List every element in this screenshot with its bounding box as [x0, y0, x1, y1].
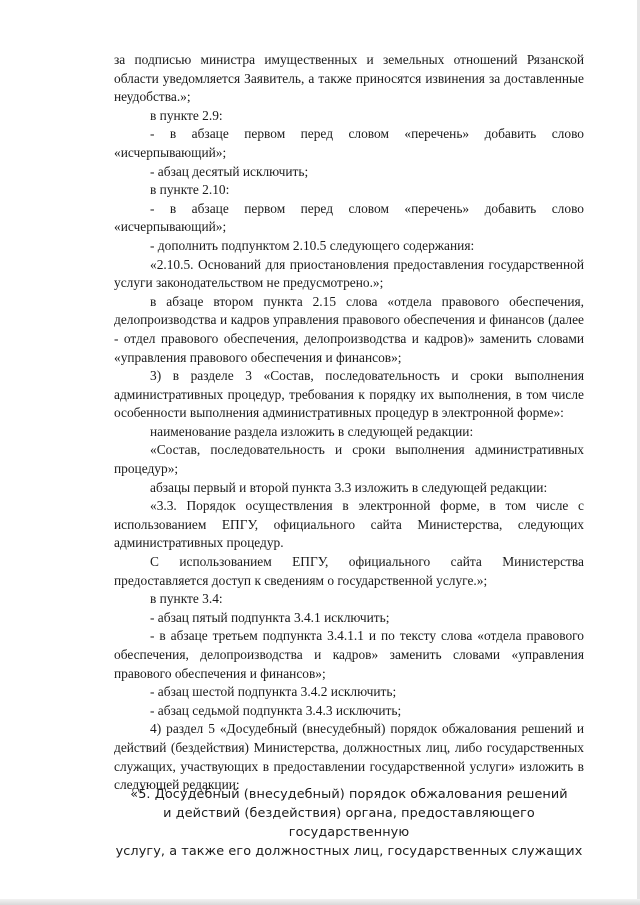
- paragraph-section-3-title: «Состав, последовательность и сроки выполнения административных процедур»;: [114, 442, 584, 477]
- scan-bottom-edge: [0, 899, 640, 905]
- paragraph-3-3-second: С использованием ЕПГУ, официального сайта Министерства предоставляется доступ к сведениям о государственной услуге.»;: [114, 554, 584, 588]
- paragraph-3-4-1-1: - в абзаце третьем подпункта 3.4.1.1 и по тексту слова «отдела правового обеспечения, делопроизводства и кадров» заменить словами «управления правового обеспечения и финансов»;: [114, 628, 584, 681]
- paragraph-section-3: 3) в разделе 3 «Состав, последовательность и сроки выполнения административных процедур, требования к порядку их выполнения, в том числе особенности выполнения административных процедур в электронной форме»:: [114, 368, 584, 421]
- paragraph-2-10-5-add: - дополнить подпунктом 2.10.5 следующего содержания:: [150, 237, 475, 253]
- paragraph-section-5: 4) раздел 5 «Досудебный (внесудебный) порядок обжалования решений и действий (бездействия) Министерства, должностных лиц, либо государственных служащих, участвующих в предоставлении государственной услуги» изложить в следующей редакции:: [114, 721, 584, 793]
- heading-line: и действий (бездействия) органа, предоставляющего государственную: [163, 806, 535, 840]
- paragraph-section-3-name: наименование раздела изложить в следующей редакции:: [150, 423, 474, 439]
- paragraph-point-2-9: в пункте 2.9:: [150, 107, 223, 123]
- paragraph-continuation: за подписью министра имущественных и земельных отношений Рязанской области уведомляется Заявитель, а также приносятся извинения за доставленные неудобства.»;: [114, 52, 584, 105]
- paragraph-2-9-tenth: - абзац десятый исключить;: [150, 163, 309, 179]
- heading-line: услугу, а также его должностных лиц, государственных служащих: [115, 844, 583, 859]
- paragraph-3-4-1: - абзац пятый подпункта 3.4.1 исключить;: [150, 609, 390, 625]
- document-body: [114, 51, 584, 795]
- paragraph-2-15: в абзаце втором пункта 2.15 слова «отдела правового обеспечения, делопроизводства и кадров управления правового обеспечения и финансов (далее - отдел правового обеспечения, делопроизводства и кадров)» заменить словами «управления правового обеспечения и финансов»;: [114, 293, 584, 365]
- paragraph-3-4-3: - абзац седьмой подпункта 3.4.3 исключить;: [150, 702, 402, 718]
- paragraph-point-2-10: в пункте 2.10:: [150, 182, 230, 198]
- section-5-heading: [114, 785, 584, 861]
- paragraph-3-3-text: «3.3. Порядок осуществления в электронной форме, в том числе с использованием ЕПГУ, официального сайта Министерства, следующих административных процедур.: [114, 498, 584, 551]
- heading-line: «5. Досудебный (внесудебный) порядок обжалования решений: [130, 787, 568, 802]
- paragraph-3-4-2: - абзац шестой подпункта 3.4.2 исключить;: [150, 684, 397, 700]
- paragraph-point-3-4: в пункте 3.4:: [150, 591, 223, 607]
- paragraph-3-3-intro: абзацы первый и второй пункта 3.3 изложить в следующей редакции:: [150, 479, 548, 495]
- paragraph-2-9-first: - в абзаце первом перед словом «перечень» добавить слово «исчерпывающий»;: [114, 126, 584, 160]
- paragraph-2-10-5-text: «2.10.5. Оснований для приостановления предоставления государственной услуги законодательством не предусмотрено.»;: [114, 256, 584, 291]
- paragraph-2-10-first: - в абзаце первом перед словом «перечень» добавить слово «исчерпывающий»;: [114, 200, 584, 235]
